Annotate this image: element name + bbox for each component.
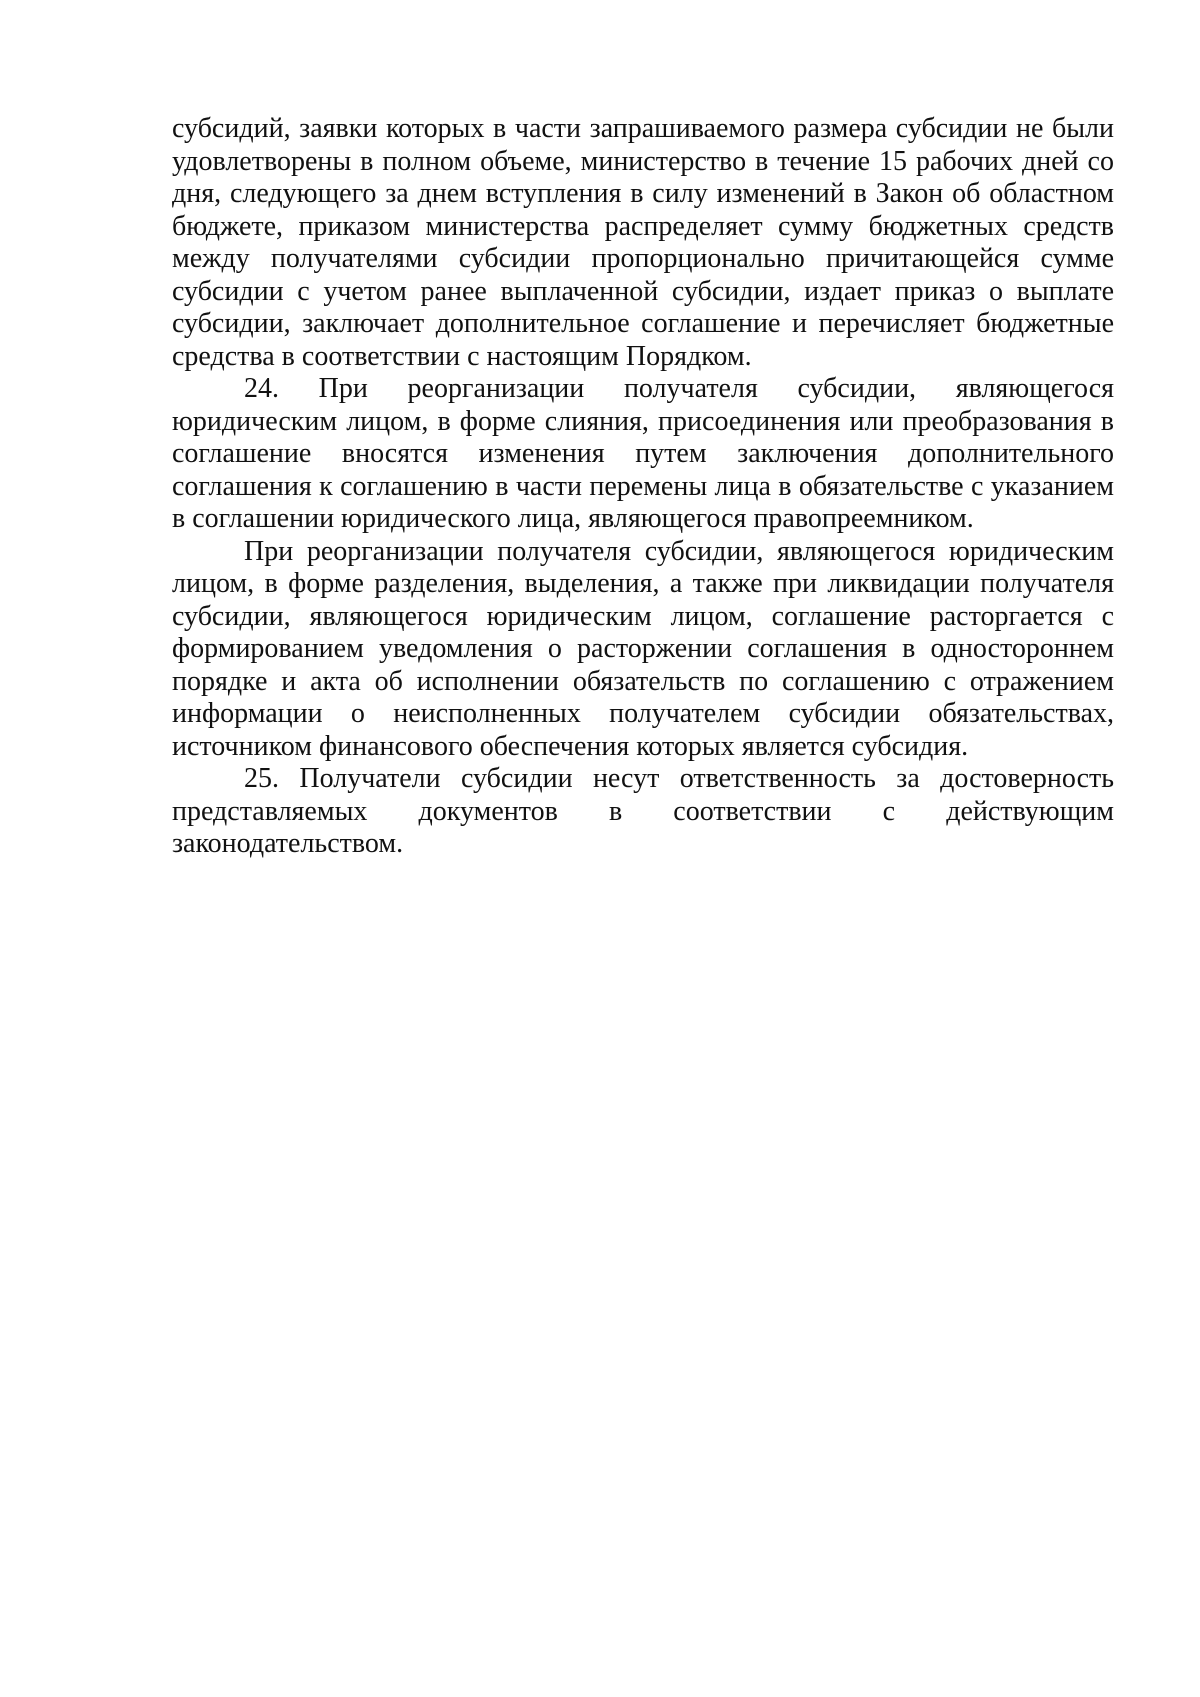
paragraph-item-24: 24. При реорганизации получателя субсидии, являющегося юридическим лицом, в форме слияния, присоединения или преобразования в соглашение вносятся изменения путем заключения дополнительного соглашения к соглашению в части перемены лица в обязательстве с указанием в соглашении юридического лица, являющегося правопреемником.: [172, 373, 1114, 534]
paragraph-item-24-part-2: При реорганизации получателя субсидии, являющегося юридическим лицом, в форме разделения, выделения, а также при ликвидации получателя субсидии, являющегося юридическим лицом, соглашение расторгается с формированием уведомления о расторжении соглашения в одностороннем порядке и акта об исполнении обязательств по соглашению с отражением информации о неисполненных получателем субсидии обязательствах, источником финансового обеспечения которых является субсидия.: [172, 535, 1114, 762]
paragraph-continuation: субсидий, заявки которых в части запрашиваемого размера субсидии не были удовлетворены в полном объеме, министерство в течение 15 рабочих дней со дня, следующего за днем вступления в силу изменений в Закон об областном бюджете, приказом министерства распределяет сумму бюджетных средств между получателями субсидии пропорционально причитающейся сумме субсидии с учетом ранее выплаченной субсидии, издает приказ о выплате субсидии, заключает дополнительное соглашение и перечисляет бюджетные средства в соответствии с настоящим Порядком.: [172, 113, 1114, 372]
paragraph-item-25: 25. Получатели субсидии несут ответственность за достоверность представляемых документов в соответствии с действующим законодательством.: [172, 763, 1114, 859]
document-body: [172, 113, 1114, 861]
